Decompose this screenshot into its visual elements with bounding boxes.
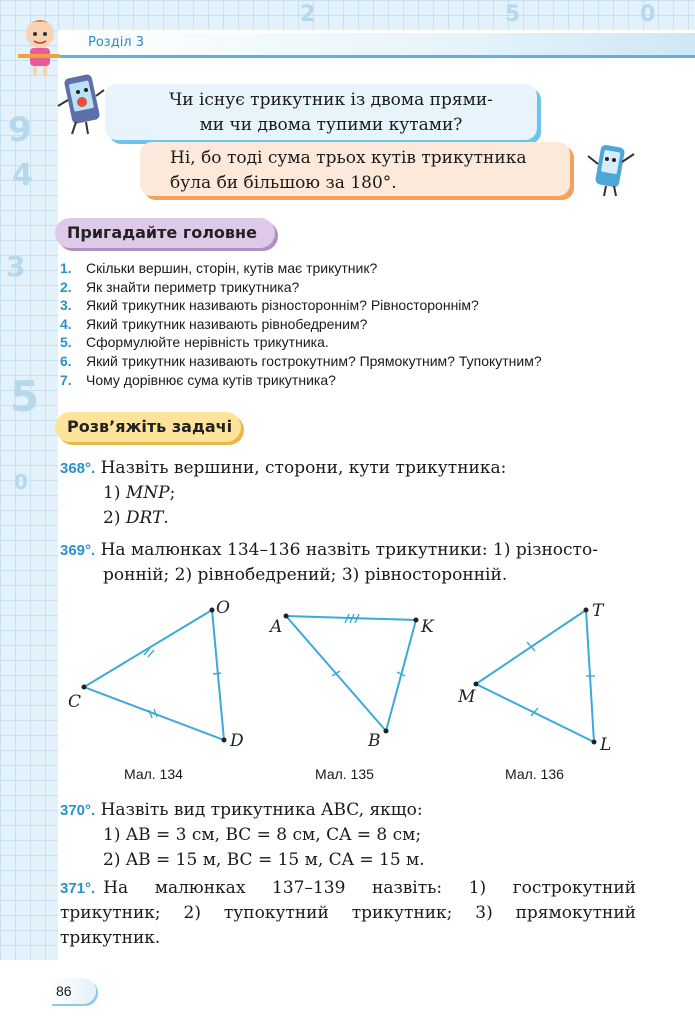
list-item: 6. Який трикутник називають гострокутним? Прямокутним? Тупокутним? [60, 352, 542, 369]
figure-caption: Мал. 136 [505, 766, 564, 782]
phone-mascot-icon [56, 72, 108, 136]
tick-mark [213, 673, 221, 674]
review-question-list [60, 259, 542, 389]
vertex-label: T [592, 601, 604, 621]
vertex-dot [222, 738, 227, 743]
phone-mascot-icon [586, 138, 638, 198]
answer-line: була би більшою за 180°. [170, 173, 397, 193]
decor-digit: 0 [640, 2, 656, 27]
question-line: ми чи двома тупими кутами? [199, 115, 463, 135]
task-number: 370°. [60, 802, 96, 819]
top-grid-decoration [58, 0, 695, 30]
vertex-dot [474, 682, 479, 687]
decor-digit: 4 [12, 158, 33, 193]
section-header-bar [60, 33, 695, 58]
solve-heading: Розв’яжіть задачі [55, 412, 241, 442]
vertex-label: C [68, 692, 82, 712]
triangle-ocd [84, 610, 224, 740]
decor-digit: 9 [8, 110, 32, 150]
list-item: 3. Який трикутник називають різностороннім? Рівностороннім? [60, 297, 479, 314]
task-369: 369°. На малюнках 134–136 назвіть трикутники: 1) різносто- ронній; 2) рівнобедрений; 3) рівносторонній. [60, 540, 598, 585]
vertex-label: B [368, 731, 381, 751]
vertex-label: L [600, 735, 612, 755]
task-number: 371°. [60, 880, 96, 897]
figure-134 [60, 596, 260, 756]
vertex-label: A [270, 617, 283, 637]
vertex-label: M [458, 687, 476, 707]
task-370: 370°. Назвіть вид трикутника ABC, якщо: 1) AB = 3 см, BC = 8 см, CA = 8 см; 2) AB = 15 м, BC = 15 м, CA = 15 м. [60, 800, 425, 870]
task-371: 371°. На малюнках 137–139 назвіть: 1) гострокутний трикутник; 2) тупокутний трикутник; 3) прямокутний трикутник. [60, 878, 636, 948]
section-title: Розділ 3 [88, 35, 145, 50]
vertex-dot [82, 685, 87, 690]
list-item: 2. Як знайти периметр трикутника? [60, 278, 300, 295]
question-bubble [105, 84, 537, 140]
remember-heading: Пригадайте головне [55, 218, 275, 248]
triangle-akb [286, 616, 416, 731]
vertex-label: O [216, 598, 230, 618]
answer-line: Ні, бо тоді сума трьох кутів трикутника [170, 148, 527, 168]
list-item: 5. Сформулюйте нерівність трикутника. [60, 334, 329, 351]
list-item: 7. Чому дорівнює сума кутів трикутника? [60, 371, 336, 388]
triangle-tml [476, 610, 594, 742]
page-number: 86 [50, 978, 96, 1004]
vertex-dot [414, 618, 419, 623]
figure-caption: Мал. 135 [315, 766, 374, 782]
figure-136 [456, 596, 636, 756]
vertex-dot [592, 740, 597, 745]
task-number: 369°. [60, 542, 96, 559]
decor-digit: 5 [10, 372, 40, 421]
task-number: 368°. [60, 460, 96, 477]
vertex-dot [584, 608, 589, 613]
decor-digit: 2 [300, 2, 316, 27]
figure-caption: Мал. 134 [124, 766, 183, 782]
decor-digit: 3 [6, 250, 26, 283]
task-368: 368°. Назвіть вершини, сторони, кути трикутника: 1) MNP; 2) DRT. [60, 458, 507, 528]
decor-digit: 5 [505, 2, 521, 27]
list-item: 4. Який трикутник називають рівнобедреним? [60, 315, 368, 332]
figure-135 [264, 600, 444, 756]
tick-mark [148, 650, 154, 657]
decor-digit: 0 [14, 470, 28, 494]
list-item: 1. Скільки вершин, сторін, кутів має трикутник? [60, 260, 378, 276]
girl-mascot-icon [14, 14, 66, 76]
vertex-dot [210, 608, 215, 613]
question-line: Чи існує трикутник із двома прями- [169, 90, 493, 110]
answer-bubble [140, 142, 570, 196]
vertex-label: D [230, 731, 244, 751]
vertex-dot [384, 729, 389, 734]
vertex-label: K [421, 617, 434, 637]
vertex-dot [284, 614, 289, 619]
